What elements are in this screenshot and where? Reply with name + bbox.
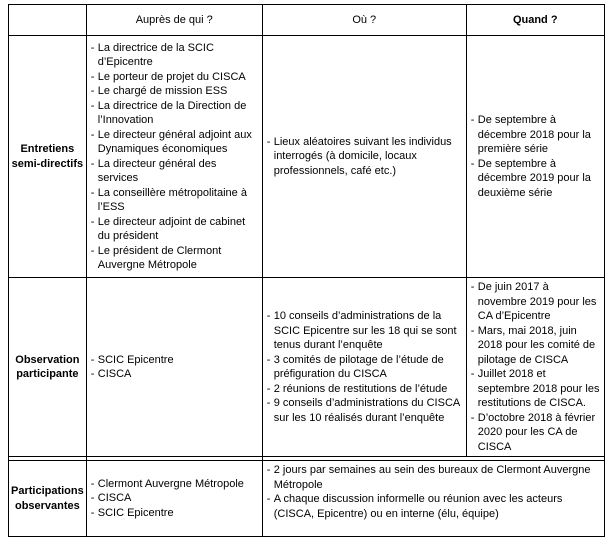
- list-item: - SCIC Epicentre: [91, 353, 258, 368]
- who-list: [91, 353, 258, 382]
- list-item: - 10 conseils d’administrations de la SCIC Epicentre sur les 18 qui se sont tenus durant l’enquête: [267, 309, 462, 353]
- list-item: - Clermont Auvergne Métropole: [91, 477, 258, 492]
- list-item: - 2 jours par semaines au sein des bureaux de Clermont Auvergne Métropole: [267, 463, 600, 492]
- list-item: - 2 réunions de restitutions de l’étude: [267, 382, 462, 397]
- where-when-merged-cell: [262, 461, 604, 537]
- where-cell: [262, 36, 466, 278]
- list-item: - La directeur général des services: [91, 157, 258, 186]
- row-label: [9, 278, 87, 457]
- header-where: Où ?: [262, 5, 466, 36]
- who-list: [91, 41, 258, 273]
- who-list: [91, 477, 258, 521]
- when-cell: [466, 278, 604, 457]
- list-item: - Le président de Clermont Auvergne Métropole: [91, 244, 258, 273]
- who-cell: [86, 461, 262, 537]
- list-item: - La directrice de la SCIC d’Epicentre: [91, 41, 258, 70]
- where-cell: [262, 278, 466, 457]
- row-label-line: Entretiens: [20, 143, 75, 155]
- list-item: - Le directeur adjoint de cabinet du président: [91, 215, 258, 244]
- where-list: [267, 135, 462, 179]
- row-label-line: Observation: [15, 353, 80, 366]
- list-item: - La directrice de la Direction de l’Innovation: [91, 99, 258, 128]
- list-item: - Juillet 2018 et septembre 2018 pour les restitutions de CISCA.: [471, 367, 600, 411]
- table-wrapper: [8, 4, 605, 537]
- who-cell: [86, 36, 262, 278]
- list-item: - Le directeur général adjoint aux Dynamiques économiques: [91, 128, 258, 157]
- list-item: - A chaque discussion informelle ou réunion avec les acteurs (CISCA, Epicentre) ou en interne (élu, équipe): [267, 492, 600, 521]
- list-item: - 3 comités de pilotage de l’étude de préfiguration du CISCA: [267, 353, 462, 382]
- row-label-line: Participations: [11, 485, 84, 497]
- row-label-line: observantes: [14, 499, 80, 512]
- list-item: - 9 conseils d’administrations du CISCA sur les 10 réalisés durant l’enquête: [267, 396, 462, 425]
- row-label: [9, 36, 87, 278]
- list-item: - CISCA: [91, 491, 258, 506]
- row-label-line: semi-directifs: [11, 157, 84, 170]
- row-label: [9, 461, 87, 537]
- corner-cell: [9, 5, 87, 36]
- row-label-line: participante: [16, 368, 79, 380]
- header-when: Quand ?: [466, 5, 604, 36]
- who-cell: [86, 278, 262, 457]
- table-row: [9, 36, 605, 278]
- where-list: [267, 309, 462, 425]
- list-item: - Lieux aléatoires suivant les individus interrogés (à domicile, locaux professionnels, café etc.): [267, 135, 462, 179]
- list-item: - SCIC Epicentre: [91, 506, 258, 521]
- list-item: - De septembre à décembre 2018 pour la première série: [471, 113, 600, 157]
- table-row: [9, 461, 605, 537]
- when-list: [471, 113, 600, 200]
- header-row: [9, 5, 605, 36]
- list-item: - Le porteur de projet du CISCA: [91, 70, 258, 85]
- methods-table: [8, 4, 605, 537]
- list-item: - De juin 2017 à novembre 2019 pour les CA d’Epicentre: [471, 280, 600, 324]
- list-item: - Le chargé de mission ESS: [91, 84, 258, 99]
- when-list: [471, 280, 600, 454]
- list-item: - De septembre à décembre 2019 pour la deuxième série: [471, 157, 600, 201]
- table-row: [9, 278, 605, 457]
- list-item: - CISCA: [91, 367, 258, 382]
- where-list: [267, 463, 600, 521]
- list-item: - Mars, mai 2018, juin 2018 pour les comité de pilotage de CISCA: [471, 324, 600, 368]
- when-cell: [466, 36, 604, 278]
- header-who: Auprès de qui ?: [86, 5, 262, 36]
- list-item: - D’octobre 2018 à février 2020 pour les CA de CISCA: [471, 411, 600, 455]
- list-item: - La conseillère métropolitaine à l’ESS: [91, 186, 258, 215]
